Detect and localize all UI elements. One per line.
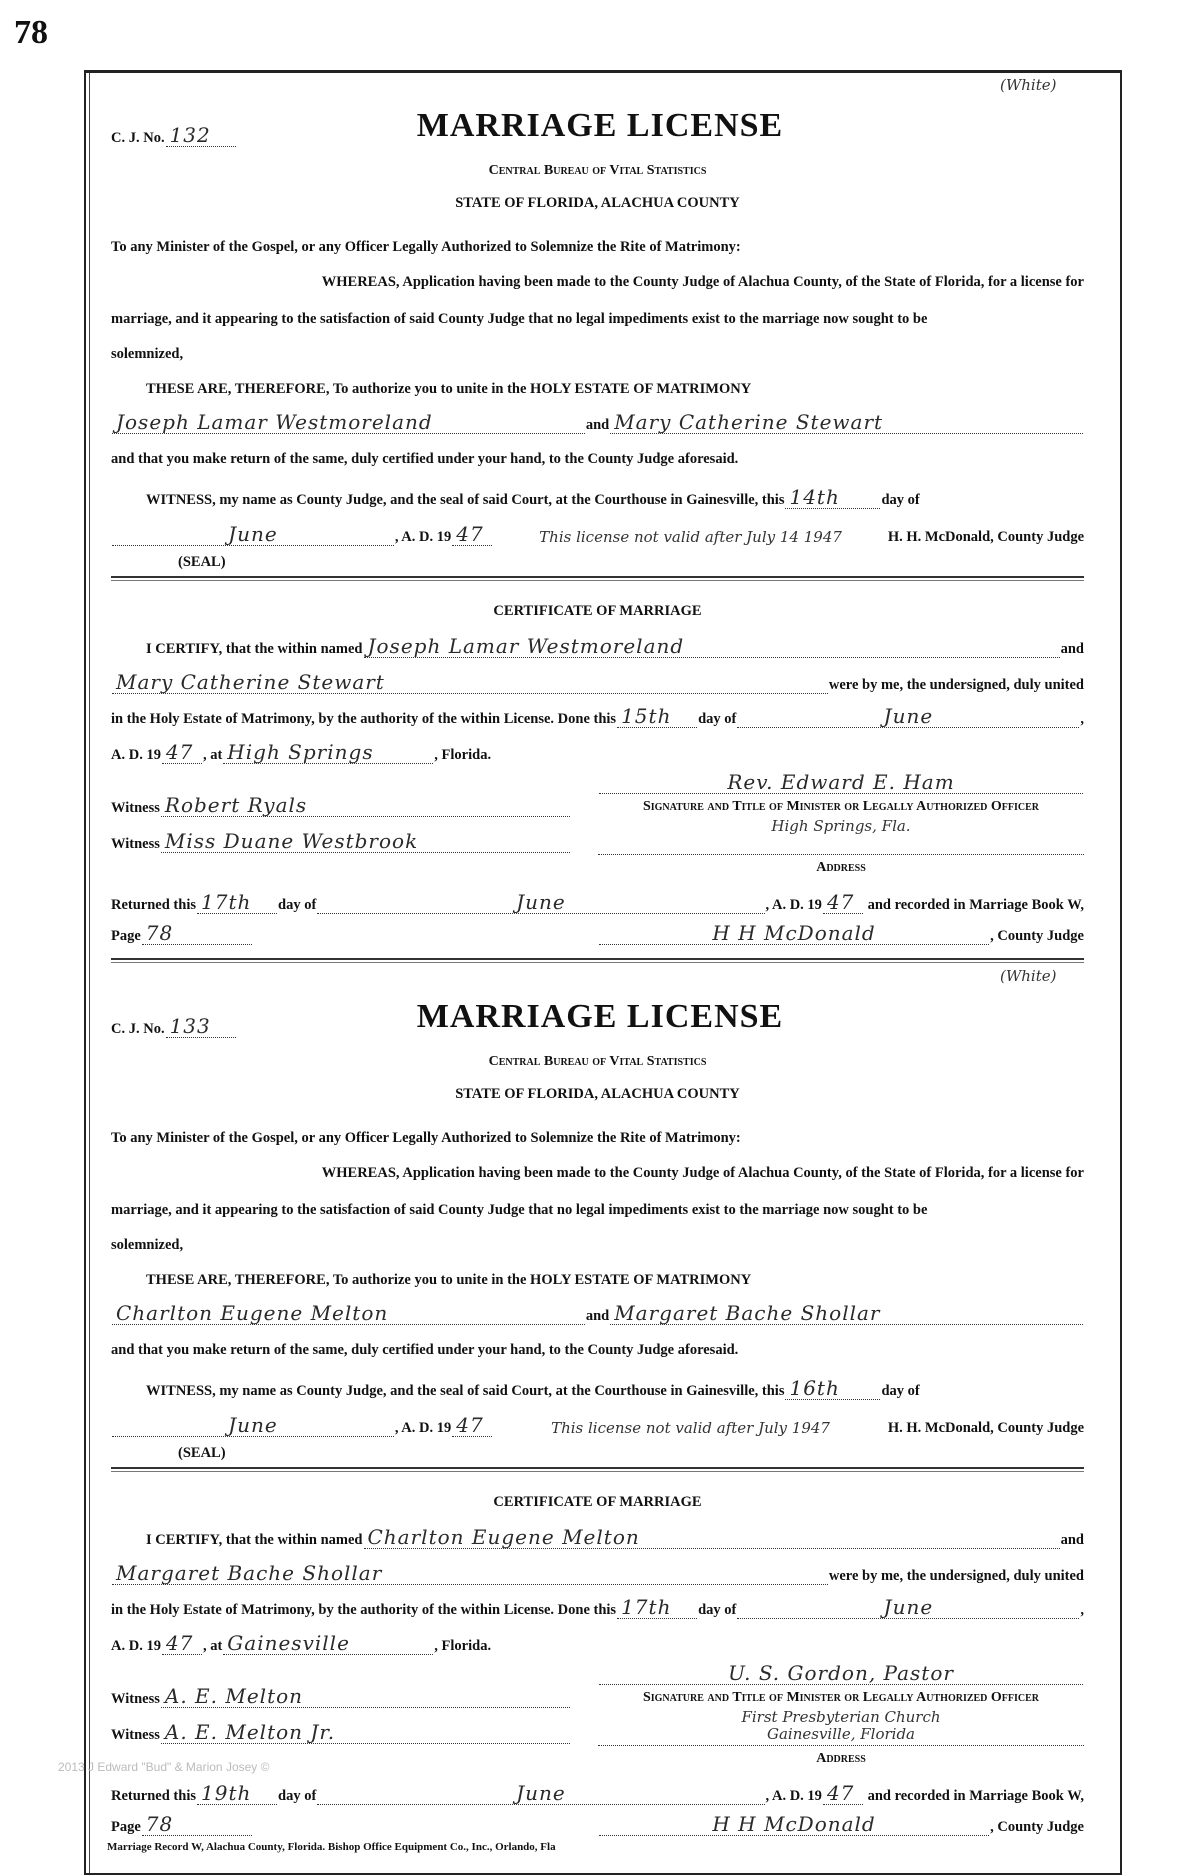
form-line	[111, 1085, 1084, 1103]
printed-text: To any Minister of the Gospel, or any Officer Legally Authorized to Solemnize the Rite of Matrimony:	[111, 1130, 741, 1146]
officiant-title-line	[598, 798, 1084, 816]
form-line: in the Holy Estate of Matrimony, by the authority of the within License. Done this 17th day of June ,	[111, 1595, 1084, 1619]
form-line	[111, 634, 1084, 658]
officiant-signature: U. S. Gordon, Pastor	[728, 1661, 954, 1685]
form-line	[111, 1413, 1085, 1437]
printed-text: marriage, and it appearing to the satisfaction of said County Judge that no legal impediments exist to the marriage now sought to be	[111, 311, 928, 327]
married-year: 47	[165, 1631, 194, 1655]
printed-text: , A. D. 19	[765, 1788, 822, 1804]
printed-text: Address	[816, 1751, 866, 1766]
book-page: 78	[145, 1812, 174, 1836]
form-line	[111, 1129, 1084, 1147]
printed-text: and recorded in Marriage Book W,	[867, 897, 1084, 913]
printed-text: WHEREAS, Application having been made to the County Judge of Alachua County, of the State of Florida, for a license for	[321, 1165, 1084, 1181]
witness-line	[111, 1720, 571, 1744]
officiant-title-line	[598, 1689, 1084, 1707]
form-line	[111, 238, 1084, 256]
printed-text: A. D. 19	[111, 747, 161, 763]
printed-text: and that you make return of the same, duly certified under your hand, to the County Judge aforesaid.	[111, 1342, 739, 1358]
form-line	[111, 522, 1085, 546]
returned-month: June	[516, 890, 566, 914]
form-line	[111, 1561, 1084, 1585]
groom-name-field	[112, 410, 585, 434]
form-line	[111, 194, 1084, 212]
validity-note: This license not valid after July 1947	[551, 1419, 830, 1437]
printed-text: day of	[278, 1788, 317, 1804]
officiant-address-2: Gainesville, Florida	[767, 1725, 915, 1743]
form-line	[111, 1201, 1084, 1219]
returned-month-field	[317, 890, 764, 914]
license-title-row	[340, 997, 860, 1037]
officiant-address-field	[598, 818, 1084, 855]
form-line	[111, 1014, 311, 1038]
judge-signature-line	[598, 1812, 1084, 1836]
form-line	[111, 740, 1084, 764]
printed-text: I CERTIFY, that the within named	[146, 1532, 363, 1548]
form-line	[111, 553, 1084, 571]
married-month: June	[883, 704, 934, 728]
returned-day: 19th	[201, 1781, 252, 1805]
bride-name: Mary Catherine Stewart	[614, 410, 884, 434]
printed-text: day of	[881, 1383, 920, 1399]
printed-text: H. H. McDonald, County Judge	[887, 529, 1085, 545]
judge-signature-field	[599, 1812, 989, 1836]
form-line	[111, 602, 1084, 620]
book-page-field	[142, 1812, 252, 1836]
form-line	[111, 123, 311, 147]
printed-text: Page	[111, 1819, 141, 1835]
printed-text: , at	[202, 1638, 223, 1654]
officiant-address-1: High Springs, Fla.	[771, 817, 911, 835]
printed-text: were by me, the undersigned, duly united	[828, 1568, 1084, 1584]
form-line	[111, 1781, 1084, 1805]
printed-text: day of	[881, 492, 920, 508]
license-title: MARRIAGE LICENSE	[416, 107, 784, 144]
printed-text: (SEAL)	[178, 554, 226, 570]
printed-text: Central Bureau of Vital Statistics	[488, 1054, 707, 1069]
issue-month-field	[112, 1413, 394, 1437]
judge-signature-line	[598, 921, 1084, 945]
form-line	[111, 1271, 1084, 1289]
certified-groom: Charlton Eugene Melton	[367, 1525, 640, 1549]
issue-month: June	[228, 522, 278, 546]
married-month-field	[737, 1595, 1079, 1619]
printed-text: , A. D. 19	[394, 529, 452, 545]
printed-text: Central Bureau of Vital Statistics	[488, 163, 707, 178]
certified-groom-field	[364, 1525, 1060, 1549]
printed-text: (SEAL)	[178, 1445, 226, 1461]
form-line	[111, 1164, 1084, 1182]
printed-text: C. J. No.	[111, 1021, 165, 1037]
printed-text: Address	[816, 860, 866, 875]
printed-text: WHEREAS, Application having been made to the County Judge of Alachua County, of the State of Florida, for a license for	[321, 274, 1084, 290]
certified-groom-field	[364, 634, 1060, 658]
form-line	[111, 162, 1084, 180]
marriage-place-field	[223, 1631, 433, 1655]
form-line	[111, 1341, 1084, 1359]
printed-text: THESE ARE, THEREFORE, To authorize you to unite in the HOLY ESTATE OF MATRIMONY	[146, 381, 752, 397]
printed-text: , County Judge	[990, 1819, 1084, 1835]
officiant-signature-field	[599, 1661, 1083, 1685]
page-line	[111, 1812, 311, 1836]
form-line	[111, 380, 1084, 398]
form-line	[111, 410, 1084, 434]
married-month-field	[737, 704, 1079, 728]
form-line	[111, 273, 1084, 291]
certified-bride-field	[112, 1561, 828, 1585]
witness-2: Miss Duane Westbrook	[164, 829, 419, 853]
address-label-line	[598, 859, 1084, 877]
cj-number: 132	[169, 123, 211, 147]
printed-text: solemnized,	[111, 346, 184, 362]
issue-month: June	[228, 1413, 278, 1437]
printed-text: and	[585, 1308, 610, 1324]
printed-text: , A. D. 19	[394, 1420, 452, 1436]
printed-text: were by me, the undersigned, duly united	[828, 677, 1084, 693]
married-year: 47	[165, 740, 194, 764]
printed-text: WITNESS, my name as County Judge, and the seal of said Court, at the Courthouse in Gainesville, this	[146, 492, 785, 508]
printed-text: day of	[698, 1602, 737, 1618]
page-number: 78	[14, 14, 48, 51]
section-divider	[111, 576, 1084, 581]
printed-text: I CERTIFY, that the within named	[146, 641, 363, 657]
returned-month: June	[516, 1781, 566, 1805]
officiant-address-2	[598, 835, 1084, 852]
married-year-field	[162, 740, 202, 764]
printed-text: and	[585, 417, 610, 433]
form-line	[111, 1493, 1084, 1511]
printed-text: CERTIFICATE OF MARRIAGE	[493, 603, 702, 619]
printed-text: and	[1060, 1532, 1084, 1548]
married-day: 15th	[621, 704, 672, 728]
judge-signature: H H McDonald	[712, 1812, 876, 1836]
printed-text: day of	[698, 711, 737, 727]
cj-number: 133	[169, 1014, 211, 1038]
printed-text: A. D. 19	[111, 1638, 161, 1654]
witness-1-field	[161, 793, 570, 817]
returned-year-field	[823, 890, 863, 914]
witness-1-field	[161, 1684, 570, 1708]
form-line	[111, 450, 1084, 468]
issue-year: 47	[456, 1413, 484, 1437]
printed-text: Witness	[111, 1691, 160, 1707]
certified-bride: Margaret Bache Shollar	[116, 1561, 383, 1585]
book-page-field	[142, 921, 252, 945]
form-line	[111, 1525, 1084, 1549]
issue-day-field	[785, 1376, 880, 1400]
form-line	[111, 345, 1084, 363]
groom-name: Joseph Lamar Westmoreland	[116, 410, 433, 434]
marriage-license-2	[0, 961, 1200, 1852]
officiant-signature-field	[599, 770, 1083, 794]
printed-text: , A. D. 19	[765, 897, 822, 913]
marriage-place: Gainesville	[227, 1631, 350, 1655]
printed-text: WITNESS, my name as County Judge, and the seal of said Court, at the Courthouse in Gainesville, this	[146, 1383, 785, 1399]
issue-year: 47	[456, 522, 484, 546]
printed-text: and	[1060, 641, 1084, 657]
officiant-address-field	[598, 1709, 1084, 1746]
printed-text: Witness	[111, 836, 160, 852]
printed-text: in the Holy Estate of Matrimony, by the authority of the within License. Done this	[111, 711, 617, 727]
printed-text: solemnized,	[111, 1237, 184, 1253]
form-footer: Marriage Record W, Alachua County, Florida. Bishop Office Equipment Co., Inc., Orlando, Fla	[107, 1841, 556, 1853]
returned-day-field	[197, 1781, 277, 1805]
printed-text: Witness	[111, 1727, 160, 1743]
returned-day: 17th	[201, 890, 252, 914]
printed-text: Signature and Title of Minister or Legally Authorized Officer	[642, 799, 1040, 814]
form-line	[111, 670, 1084, 694]
printed-text: Returned this	[111, 1788, 196, 1804]
witness-2-field	[161, 829, 570, 853]
cj-number-field	[166, 123, 236, 147]
witness-2: A. E. Melton Jr.	[164, 1720, 336, 1744]
address-label-line	[598, 1750, 1084, 1768]
married-day-field	[617, 704, 697, 728]
printed-text: STATE OF FLORIDA, ALACHUA COUNTY	[455, 195, 740, 211]
printed-text: THESE ARE, THEREFORE, To authorize you to unite in the HOLY ESTATE OF MATRIMONY	[146, 1272, 752, 1288]
printed-text: C. J. No.	[111, 130, 165, 146]
copyright-watermark: 2013 J Edward "Bud" & Marion Josey ©	[58, 1760, 270, 1774]
witness-line	[111, 793, 571, 817]
issue-year-field	[452, 1413, 492, 1437]
color-note: (White)	[1000, 967, 1057, 985]
form-line	[111, 1376, 1084, 1400]
witness-line	[111, 1684, 571, 1708]
marriage-place: High Springs	[227, 740, 374, 764]
issue-day: 14th	[789, 485, 840, 509]
section-divider	[111, 1467, 1084, 1472]
returned-year: 47	[826, 1781, 855, 1805]
witness-line	[111, 829, 571, 853]
printed-text: Page	[111, 928, 141, 944]
witness-1: A. E. Melton	[164, 1684, 304, 1708]
printed-text: , Florida.	[434, 747, 492, 763]
printed-text: STATE OF FLORIDA, ALACHUA COUNTY	[455, 1086, 740, 1102]
judge-signature: H H McDonald	[712, 921, 876, 945]
printed-text: and recorded in Marriage Book W,	[867, 1788, 1084, 1804]
form-line	[111, 1631, 1084, 1655]
printed-text: Returned this	[111, 897, 196, 913]
returned-year: 47	[826, 890, 855, 914]
printed-text: marriage, and it appearing to the satisfaction of said County Judge that no legal impediments exist to the marriage now sought to be	[111, 1202, 928, 1218]
form-line	[111, 890, 1084, 914]
validity-note: This license not valid after July 14 1947	[539, 528, 842, 546]
bride-name: Margaret Bache Shollar	[614, 1301, 881, 1325]
marriage-place-field	[223, 740, 433, 764]
page-line	[111, 921, 311, 945]
officiant-line	[598, 1661, 1084, 1685]
officiant-signature: Rev. Edward E. Ham	[727, 770, 955, 794]
printed-text: , at	[202, 747, 223, 763]
issue-month-field	[112, 522, 394, 546]
book-page: 78	[145, 921, 174, 945]
issue-day-field	[785, 485, 880, 509]
form-line	[111, 1053, 1084, 1071]
certified-groom: Joseph Lamar Westmoreland	[367, 634, 685, 658]
printed-text: and that you make return of the same, duly certified under your hand, to the County Judge aforesaid.	[111, 451, 739, 467]
printed-text: day of	[278, 897, 317, 913]
witness-1: Robert Ryals	[164, 793, 308, 817]
issue-year-field	[452, 522, 492, 546]
judge-signature-field	[599, 921, 989, 945]
groom-name-field	[112, 1301, 585, 1325]
form-line	[111, 1444, 1084, 1462]
returned-year-field	[823, 1781, 863, 1805]
bride-name-field	[610, 410, 1083, 434]
married-month: June	[883, 1595, 934, 1619]
married-day: 17th	[621, 1595, 672, 1619]
married-day-field	[617, 1595, 697, 1619]
printed-text: , County Judge	[990, 928, 1084, 944]
officiant-address-1: First Presbyterian Church	[741, 1708, 941, 1726]
color-note: (White)	[1000, 76, 1057, 94]
license-title: MARRIAGE LICENSE	[416, 998, 784, 1035]
license-title-row	[340, 106, 860, 146]
form-line	[111, 310, 1084, 328]
printed-text: CERTIFICATE OF MARRIAGE	[493, 1494, 702, 1510]
form-line: in the Holy Estate of Matrimony, by the authority of the within License. Done this 15th day of June ,	[111, 704, 1084, 728]
form-line	[111, 1301, 1084, 1325]
returned-month-field	[317, 1781, 764, 1805]
printed-text: in the Holy Estate of Matrimony, by the authority of the within License. Done this	[111, 1602, 617, 1618]
certified-bride: Mary Catherine Stewart	[116, 670, 385, 694]
groom-name: Charlton Eugene Melton	[116, 1301, 389, 1325]
printed-text: Signature and Title of Minister or Legally Authorized Officer	[642, 1690, 1040, 1705]
married-year-field	[162, 1631, 202, 1655]
printed-text: Witness	[111, 800, 160, 816]
form-line	[111, 485, 1084, 509]
cj-number-field	[166, 1014, 236, 1038]
printed-text: To any Minister of the Gospel, or any Officer Legally Authorized to Solemnize the Rite of Matrimony:	[111, 239, 741, 255]
marriage-license-1	[0, 70, 1200, 961]
bride-name-field	[610, 1301, 1083, 1325]
returned-day-field	[197, 890, 277, 914]
officiant-line	[598, 770, 1084, 794]
issue-day: 16th	[789, 1376, 840, 1400]
witness-2-field	[161, 1720, 570, 1744]
certified-bride-field	[112, 670, 828, 694]
printed-text: H. H. McDonald, County Judge	[887, 1420, 1085, 1436]
form-line	[111, 1236, 1084, 1254]
printed-text: , Florida.	[434, 1638, 492, 1654]
